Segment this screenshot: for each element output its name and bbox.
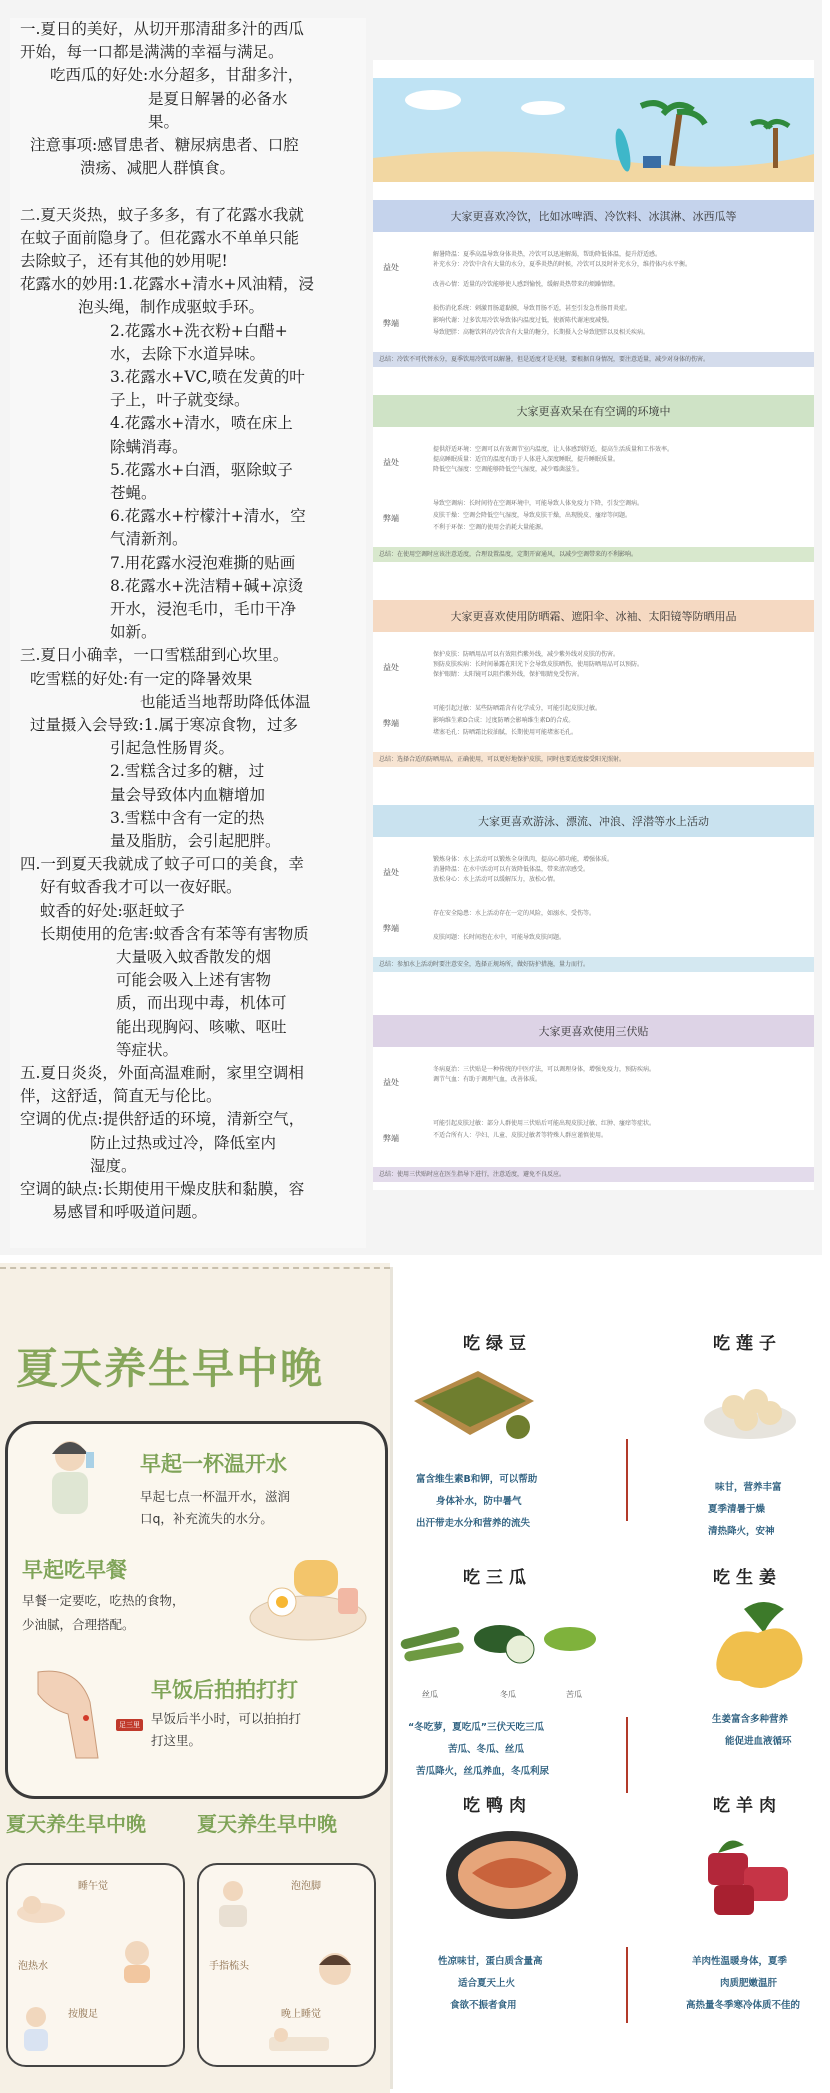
- food-name: 吃绿豆: [463, 1334, 532, 1354]
- harm-text: 可能引起皮肤过敏：部分人群使用三伏贴后可能出现皮肤过敏、红肿、瘙痒等症状。: [433, 1120, 656, 1127]
- handwritten-line: 开始，每一口都是满满的幸福与满足。: [20, 43, 284, 62]
- benefit-text: 预防皮肤疾病：长时间暴露在阳光下会导致皮肤晒伤，使用防晒用品可以预防。: [433, 661, 644, 668]
- tip-title: 早起一杯温开水: [140, 1452, 287, 1476]
- food-desc-line: 肉质肥嫩温肝: [720, 1978, 778, 1989]
- handwritten-line: 也能适当地帮助降低体温: [140, 692, 311, 711]
- handwritten-line: 长期使用的危害:蚊香含有苯等有害物质: [40, 924, 309, 943]
- poster-right: [390, 1263, 822, 2093]
- drinking-woman-illustration: [30, 1434, 110, 1520]
- handwritten-line: 是夏日解暑的必备水: [148, 89, 288, 108]
- handwritten-line: 四.一到夏天我就成了蚊子可口的美食，幸: [20, 855, 304, 874]
- handwritten-line: 注意事项:感冒患者、糖尿病患者、口腔: [30, 136, 299, 154]
- bed-illustration: [269, 2025, 329, 2055]
- summer-habits-infographic: [373, 60, 814, 1190]
- food-desc-line: 夏季清暑于燥: [708, 1504, 766, 1515]
- handwritten-line: 5.花露水+白酒，驱除蚊子: [110, 460, 293, 479]
- handwritten-line: 蚊香的好处:驱赶蚊子: [40, 901, 185, 920]
- sleeping-child-illustration: [14, 1887, 68, 1927]
- handwritten-line: 空调的缺点:长期使用干燥皮肤和黏膜，容: [20, 1180, 305, 1198]
- mung-bean-illustration: [408, 1361, 538, 1445]
- handwritten-line: 能出现胸闷、咳嗽、呕吐: [116, 1017, 287, 1036]
- benefit-label: 益处: [383, 263, 399, 272]
- food-desc-line: 羊肉性温暖身体，夏季: [692, 1956, 788, 1967]
- mini-card-title: 夏天养生早中晚: [197, 1812, 337, 1836]
- handwritten-line: 大量吸入蚊香散发的烟: [116, 948, 272, 966]
- benefit-text: 放松身心：水上活动可以缓解压力，放松心情。: [433, 876, 560, 883]
- handwritten-line: 吃雪糕的好处:有一定的降暑效果: [30, 669, 253, 688]
- decorative-line: [626, 1439, 628, 1521]
- benefit-text: 降低空气湿度：空调能够降低空气湿度，减少霉菌滋生。: [433, 466, 584, 473]
- harm-label: 弊端: [383, 1134, 399, 1143]
- tip-body-line: 早餐一定要吃，吃热的食物，: [22, 1593, 185, 1608]
- handwritten-line: 4.花露水+清水，喷在床上: [110, 414, 293, 433]
- food-desc-line: 味甘，营养丰富: [715, 1482, 782, 1493]
- handwritten-line: 去除蚊子，还有其他的妙用呢!: [20, 252, 228, 270]
- harm-label: 弊端: [383, 514, 399, 523]
- handwritten-line: 可能会吸入上述有害物: [116, 971, 272, 990]
- benefit-label: 益处: [383, 1078, 399, 1087]
- food-desc-line: 生姜富含多种营养: [712, 1714, 789, 1725]
- handwritten-line: 三.夏日小确幸，一口雪糕甜到心坎里。: [20, 646, 289, 665]
- food-name: 吃鸭肉: [463, 1796, 532, 1816]
- handwritten-line: 8.花露水+洗洁精+碱+凉烫: [110, 576, 304, 595]
- food-name: 吃生姜: [713, 1568, 782, 1588]
- benefit-text: 冬病夏治：三伏贴是一种传统的中医疗法，可以调理身体，增强免疫力，预防疾病。: [433, 1066, 656, 1073]
- handwritten-line: 量及脂肪，会引起肥胖。: [110, 832, 281, 850]
- section-summary: 总结：在使用空调时应该注意适度，合理设置温度，定期开窗通风，以减少空调带来的不利影响。: [373, 547, 814, 562]
- handwritten-line: 量会导致体内血糖增加: [110, 785, 266, 804]
- handwritten-line: 吃西瓜的好处:水分超多，甘甜多汁，: [50, 66, 304, 85]
- melons-illustration: [400, 1609, 600, 1679]
- tip-title: 早饭后拍拍打打: [151, 1678, 298, 1702]
- morning-tips-box: [5, 1421, 388, 1799]
- mini-card: [197, 1863, 376, 2067]
- ginger-illustration: [704, 1595, 814, 1695]
- tip-body-line: 少油腻，合理搭配。: [22, 1617, 135, 1632]
- food-desc-line: 出汗带走水分和营养的流失: [416, 1518, 531, 1529]
- decorative-line: [626, 1947, 628, 2023]
- food-desc-line: 清热降火，安神: [708, 1526, 775, 1537]
- handwritten-line: 伴，这舒适，简直无与伦比。: [20, 1087, 222, 1106]
- harm-text: 存在安全隐患：水上活动存在一定的风险，如溺水、受伤等。: [433, 910, 596, 917]
- handwritten-line: 五.夏日炎炎，外面高温难耐，家里空调相: [20, 1064, 304, 1082]
- benefit-label: 益处: [383, 458, 399, 467]
- harm-text: 影响代谢：过多饮用冷饮导致体内温度过低，使新陈代谢速度减慢。: [433, 317, 614, 324]
- benefit-text: 提供舒适环境：空调可以有效调节室内温度，让人体感到舒适，提高生活质量和工作效率。: [433, 446, 674, 453]
- food-name: 吃三瓜: [463, 1568, 532, 1588]
- harm-text: 导致肥胖：高糖饮料的冷饮含有大量的糖分，长期摄入会导致肥胖以及相关疾病。: [433, 329, 650, 336]
- tip-body-line: 早饭后半小时，可以拍拍打: [151, 1711, 302, 1726]
- benefit-text: 保护眼睛：太阳镜可以阻挡紫外线，保护眼睛免受伤害。: [433, 671, 584, 678]
- mini-card: [6, 1863, 185, 2067]
- benefit-text: 提高睡眠质量：适宜的温度有助于人体进入深度睡眠，提升睡眠质量。: [433, 456, 620, 463]
- benefit-label: 益处: [383, 663, 399, 672]
- dashed-border: [0, 1263, 390, 1269]
- benefit-label: 益处: [383, 868, 399, 877]
- handwritten-line: 2.雪糕含过多的糖，过: [110, 762, 265, 781]
- mini-card-item: 泡泡脚: [291, 1881, 321, 1892]
- handwritten-line: 二.夏天炎热，蚊子多多，有了花露水我就: [20, 205, 304, 224]
- handwritten-line: 溃疡、减肥人群慎食。: [80, 159, 236, 178]
- harm-text: 影响维生素D合成：过度防晒会影响维生素D的合成。: [433, 717, 575, 724]
- handwritten-line: 等症状。: [116, 1040, 179, 1059]
- tip-title: 早起吃早餐: [22, 1558, 127, 1582]
- handwritten-line: 7.用花露水浸泡难撕的贴画: [110, 553, 296, 572]
- massage-illustration: [14, 2003, 58, 2053]
- harm-label: 弊端: [383, 924, 399, 933]
- handwritten-line: 2.花露水+洗衣粉+白醋+: [110, 321, 288, 340]
- beach-banner: [373, 78, 814, 182]
- mini-card-item: 泡热水: [18, 1961, 48, 1972]
- acupoint-tag: 足三里: [116, 1719, 143, 1731]
- bottom-panel: [0, 1263, 830, 2093]
- combing-hair-illustration: [309, 1947, 361, 1997]
- handwritten-line: 果。: [148, 112, 180, 131]
- benefit-text: 补充水分：冷饮中含有大量的水分，夏季炎热的时候，冷饮可以及时补充水分，维持体内水平衡。: [433, 261, 692, 268]
- harm-text: 皮肤问题：长时间泡在水中，可能导致皮肤问题。: [433, 934, 566, 941]
- handwritten-line: 子上，叶子就变绿。: [110, 391, 250, 410]
- melon-label: 冬瓜: [500, 1690, 516, 1699]
- harm-text: 可能引起过敏：某些防晒霜含有化学成分，可能引起皮肤过敏。: [433, 705, 602, 712]
- section-summary: 总结：选择合适的防晒用品，正确使用，可以更好地保护皮肤，同时也要适度接受阳光照射。: [373, 752, 814, 767]
- mutton-illustration: [698, 1823, 808, 1923]
- benefit-text: 锻炼身体：水上活动可以锻炼全身肌肉，提高心肺功能，增强体质。: [433, 856, 614, 863]
- divider: [390, 1267, 393, 2089]
- poster-left: [0, 1263, 390, 2093]
- handwritten-line: 引起急性肠胃炎。: [110, 739, 235, 758]
- benefit-text: 解暑降温：夏季高温导致身体炎热，冷饮可以迅速解渴，帮助降低体温，提升舒适感。: [433, 251, 662, 258]
- handwritten-line: 一.夏日的美好，从切开那清甜多汁的西瓜: [20, 20, 304, 38]
- foot-soak-illustration: [211, 1877, 255, 1931]
- harm-text: 不利于环保：空调的使用会消耗大量能源。: [433, 524, 548, 531]
- handwritten-line: 好有蚊香我才可以一夜好眠。: [40, 878, 242, 897]
- harm-text: 不适合所有人：孕妇、儿童、皮肤过敏者等特殊人群应谨慎使用。: [433, 1132, 608, 1139]
- poster-title: 夏天养生早中晚: [16, 1344, 325, 1393]
- handwritten-line: 在蚊子面前隐身了。但花露水不单单只能: [20, 228, 300, 247]
- handwritten-line: 3.花露水+VC,喷在发黄的叶: [110, 368, 305, 386]
- handwritten-line: 水，去除下水道异味。: [110, 344, 266, 363]
- food-name: 吃羊肉: [713, 1796, 782, 1816]
- mini-card-item: 睡午觉: [78, 1881, 108, 1892]
- decorative-line: [626, 1717, 628, 1793]
- section-summary: 总结：冷饮不可代替水分，夏季饮用冷饮可以解暑，但是适度才是关键，要根据自身情况，要注意适量，减少对身体的伤害。: [373, 352, 814, 367]
- benefit-text: 消暑降温：在水中活动可以有效降低体温，带来清凉感受。: [433, 866, 590, 873]
- breakfast-illustration: [244, 1540, 374, 1648]
- handwritten-line: 泡头绳，制作成驱蚊手环。: [78, 298, 265, 317]
- section-header: 大家更喜欢使用三伏贴: [373, 1015, 814, 1047]
- duck-dish-illustration: [442, 1823, 582, 1927]
- food-desc-line: 能促进血液循环: [725, 1736, 792, 1747]
- leg-illustration: [28, 1662, 120, 1762]
- food-desc-line: 身体补水，防中暑气: [436, 1496, 522, 1507]
- harm-label: 弊端: [383, 319, 399, 328]
- handwritten-line: 质，而出现中毒，机体可: [116, 994, 287, 1013]
- woman-illustration: [112, 1935, 162, 1985]
- section-header: 大家更喜欢使用防晒霜、遮阳伞、冰袖、太阳镜等防晒用品: [373, 600, 814, 632]
- section-header: 大家更喜欢游泳、漂流、冲浪、浮潜等水上活动: [373, 805, 814, 837]
- handwritten-line: 湿度。: [90, 1156, 137, 1175]
- lotus-seed-illustration: [700, 1367, 800, 1445]
- melon-label: 苦瓜: [566, 1690, 582, 1699]
- food-desc-line: 食欲不振者食用: [450, 2000, 517, 2011]
- tip-body-line: 打这里。: [151, 1733, 202, 1748]
- handwritten-line: 过量摄入会导致:1.属于寒凉食物，过多: [30, 716, 299, 734]
- handwritten-line: 气清新剂。: [110, 530, 188, 549]
- tip-body-line: 口q，补充流失的水分。: [140, 1511, 273, 1526]
- handwritten-line: 开水，浸泡毛巾，毛巾干净: [110, 600, 297, 618]
- harm-text: 损伤消化系统：刺激胃肠道黏膜，导致胃肠不适，甚至引发急性肠胃炎症。: [433, 305, 632, 312]
- handwritten-line: 易感冒和呼吸道问题。: [52, 1203, 208, 1222]
- mini-card-item: 按腹足: [68, 2009, 98, 2020]
- melon-label: 丝瓜: [422, 1690, 438, 1699]
- benefit-text: 保护皮肤：防晒用品可以有效阻挡紫外线，减少紫外线对皮肤的伤害。: [433, 651, 620, 658]
- benefit-text: 调节气血：有助于调理气血，改善体质。: [433, 1076, 542, 1083]
- food-desc-line: 富含维生素B和钾，可以帮助: [416, 1474, 538, 1485]
- harm-text: 堵塞毛孔：防晒霜比较油腻，长期使用可能堵塞毛孔。: [433, 729, 578, 736]
- section-header: 大家更喜欢冷饮，比如冰啤酒、冷饮料、冰淇淋、冰西瓜等: [373, 200, 814, 232]
- handwritten-line: 除螨消毒。: [110, 437, 188, 456]
- food-name: 吃莲子: [713, 1334, 782, 1354]
- handwritten-line: 花露水的妙用:1.花露水+清水+风油精，浸: [20, 275, 314, 294]
- handwritten-line: 防止过热或过冷，降低室内: [90, 1133, 277, 1152]
- mini-card-item: 手指梳头: [209, 1961, 249, 1972]
- section-summary: 总结：参加水上活动时要注意安全，选择正规场所，做好防护措施，量力而行。: [373, 957, 814, 972]
- food-desc-line: 苦瓜降火，丝瓜养血，冬瓜利尿: [416, 1766, 550, 1777]
- harm-text: 导致空调病：长时间待在空调环境中，可能导致人体免疫力下降，引发空调病。: [433, 500, 644, 507]
- mini-card-title: 夏天养生早中晚: [6, 1812, 146, 1836]
- handwritten-line: 苍蝇。: [110, 484, 157, 502]
- harm-label: 弊端: [383, 719, 399, 728]
- food-desc-line: 苦瓜、冬瓜、丝瓜: [448, 1744, 525, 1755]
- handwritten-line: 如新。: [110, 623, 157, 642]
- food-desc-line: 高热量冬季寒冷体质不佳的: [686, 2000, 801, 2011]
- mini-card-item: 晚上睡觉: [281, 2009, 321, 2020]
- section-summary: 总结：使用三伏贴时应在医生指导下进行，注意适度，避免不良反应。: [373, 1167, 814, 1182]
- harm-text: 皮肤干燥：空调会降低空气湿度，导致皮肤干燥，出现脱皮、瘙痒等问题。: [433, 512, 632, 519]
- food-desc-line: 适合夏天上火: [458, 1978, 516, 1989]
- handwritten-line: 空调的优点:提供舒适的环境，清新空气，: [20, 1110, 305, 1129]
- tip-body-line: 早起七点一杯温开水，滋润: [140, 1489, 291, 1504]
- section-header: 大家更喜欢呆在有空调的环境中: [373, 395, 814, 427]
- benefit-text: 改善心情：适量的冷饮能够使人感到愉悦，缓解炎热带来的烦躁情绪。: [433, 281, 620, 288]
- food-desc-line: “冬吃萝，夏吃瓜”三伏天吃三瓜: [408, 1722, 544, 1733]
- food-desc-line: 性凉味甘，蛋白质含量高: [438, 1956, 543, 1967]
- handwritten-line: 6.花露水+柠檬汁+清水，空: [110, 507, 306, 526]
- handwritten-note: [10, 18, 366, 1248]
- handwritten-line: 3.雪糕中含有一定的热: [110, 808, 265, 827]
